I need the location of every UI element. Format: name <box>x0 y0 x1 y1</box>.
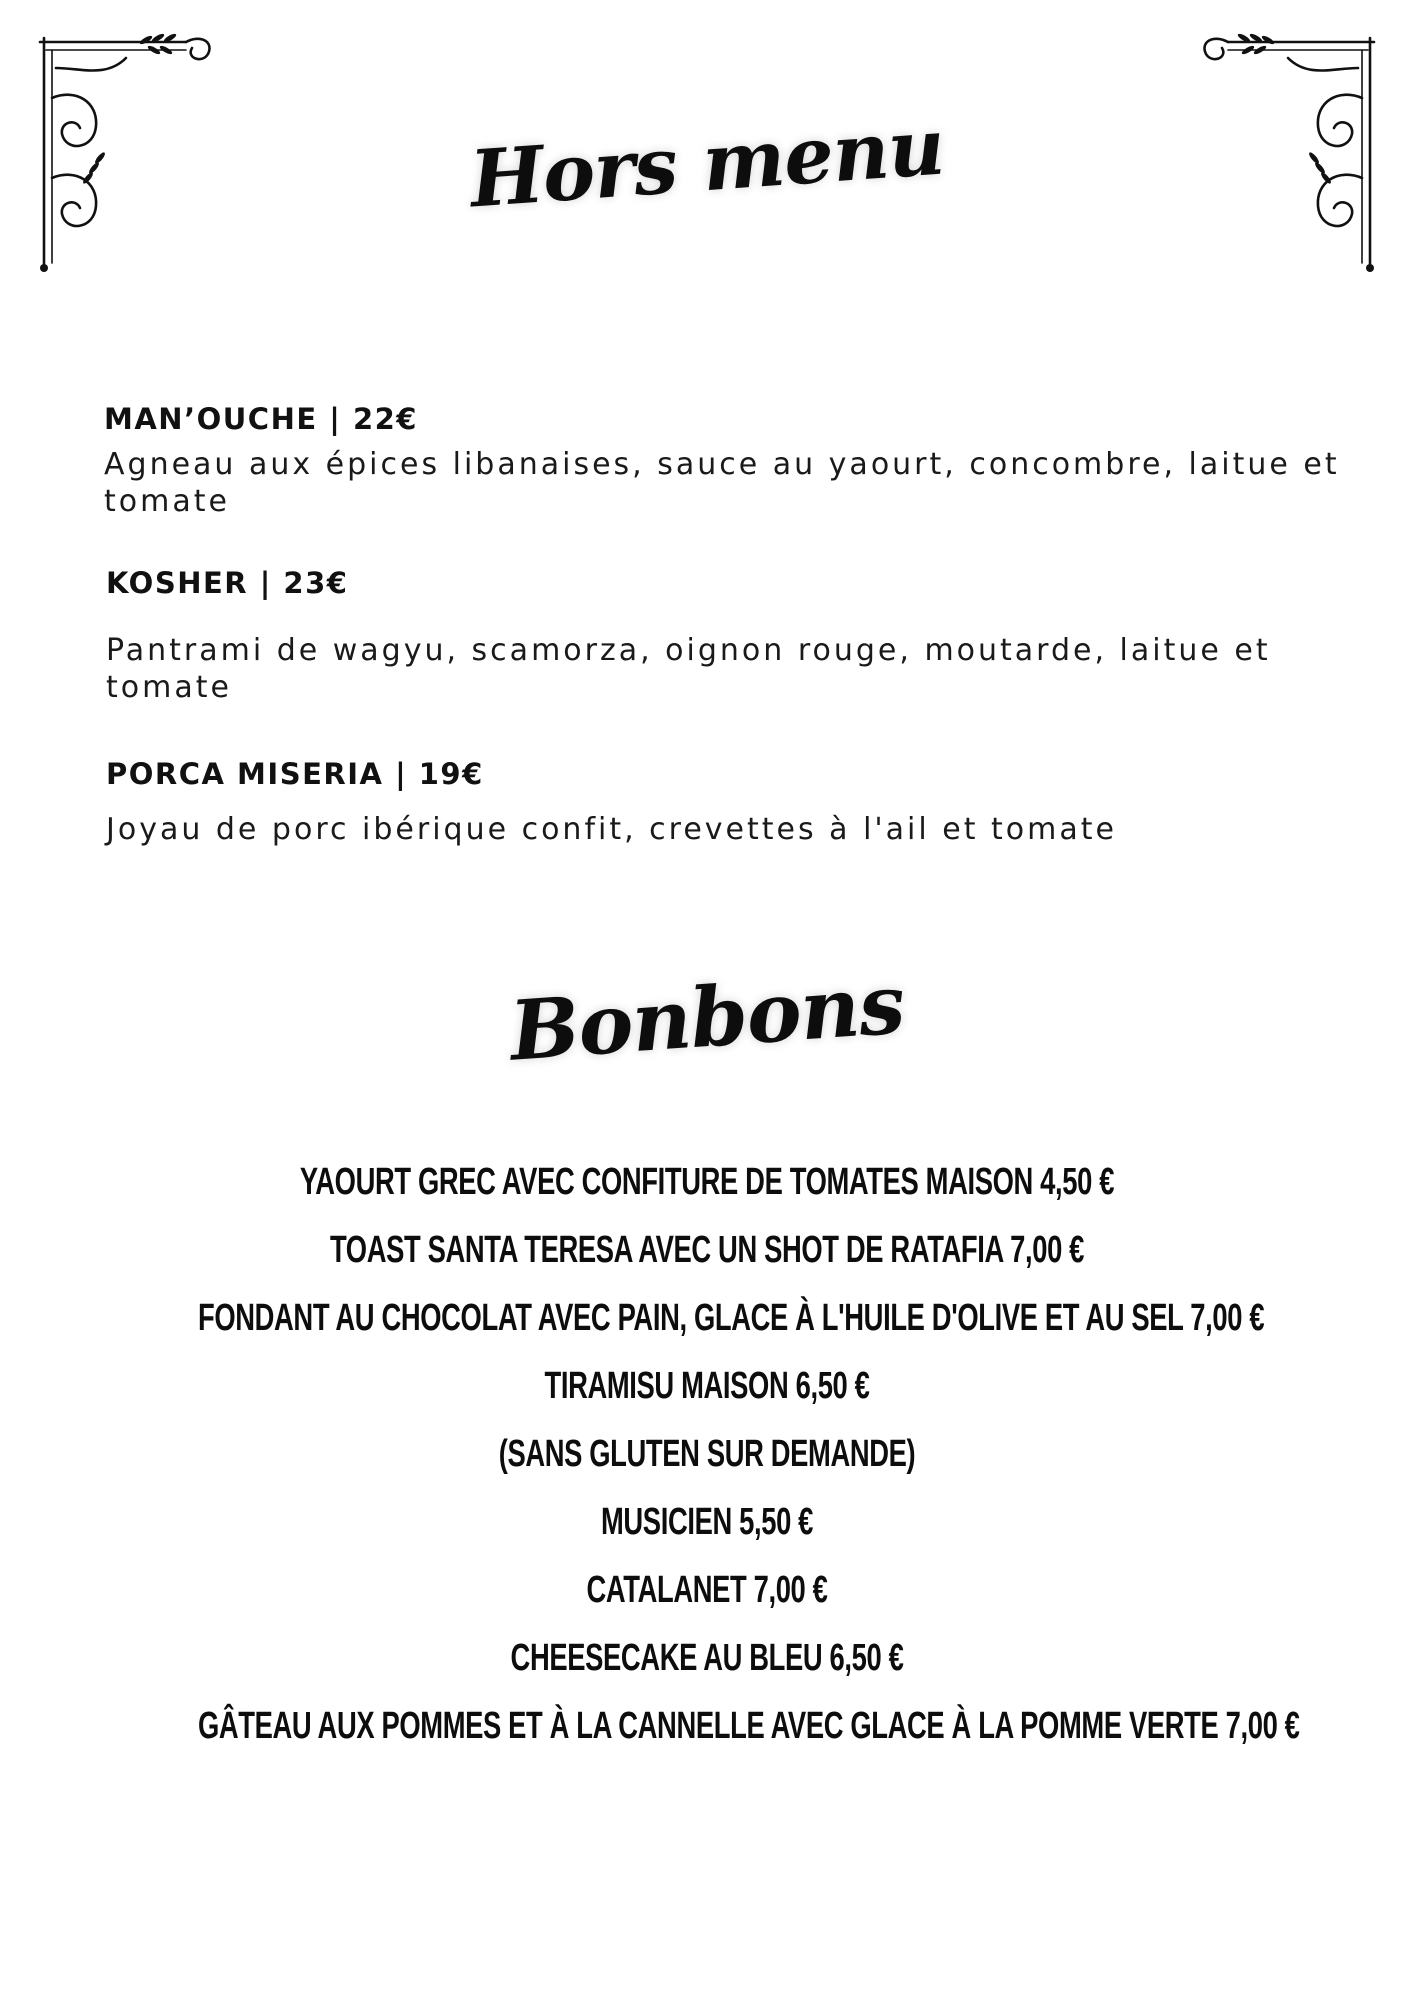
bonbons-list <box>0 1148 1414 1760</box>
list-item: TIRAMISU MAISON 6,50 € <box>544 1365 870 1407</box>
menu-item <box>106 757 1346 848</box>
list-item: GÂTEAU AUX POMMES ET À LA CANNELLE AVEC GLACE À LA POMME VERTE 7,00 € <box>197 1705 1300 1747</box>
list-item: CHEESECAKE AU BLEU 6,50 € <box>510 1637 904 1679</box>
list-item: (SANS GLUTEN SUR DEMANDE) <box>498 1433 916 1475</box>
item-description: Agneau aux épices libanaises, sauce au yaourt, concombre, laitue et tomate <box>104 447 1340 519</box>
menu-item <box>104 402 1344 520</box>
item-description: Joyau de porc ibérique confit, crevettes à l'ail et tomate <box>106 812 1117 847</box>
item-name: MAN’OUCHE | 22€ <box>104 402 418 436</box>
section-title-hors-menu: Hors menu <box>467 101 947 226</box>
list-item: TOAST SANTA TERESA AVEC UN SHOT DE RATAFIA 7,00 € <box>329 1229 1085 1271</box>
item-description: Pantrami de wagyu, scamorza, oignon rouge, moutarde, laitue et tomate <box>106 633 1271 705</box>
item-name: KOSHER | 23€ <box>106 566 349 600</box>
list-item: FONDANT AU CHOCOLAT AVEC PAIN, GLACE À L'HUILE D'OLIVE ET AU SEL 7,00 € <box>197 1297 1265 1339</box>
list-item: CATALANET 7,00 € <box>586 1569 828 1611</box>
menu-item <box>106 566 1346 706</box>
list-item: MUSICIEN 5,50 € <box>600 1501 814 1543</box>
section-title-bonbons: Bonbons <box>506 956 908 1080</box>
list-item: YAOURT GREC AVEC CONFITURE DE TOMATES MAISON 4,50 € <box>299 1161 1115 1203</box>
item-name: PORCA MISERIA | 19€ <box>106 757 484 791</box>
